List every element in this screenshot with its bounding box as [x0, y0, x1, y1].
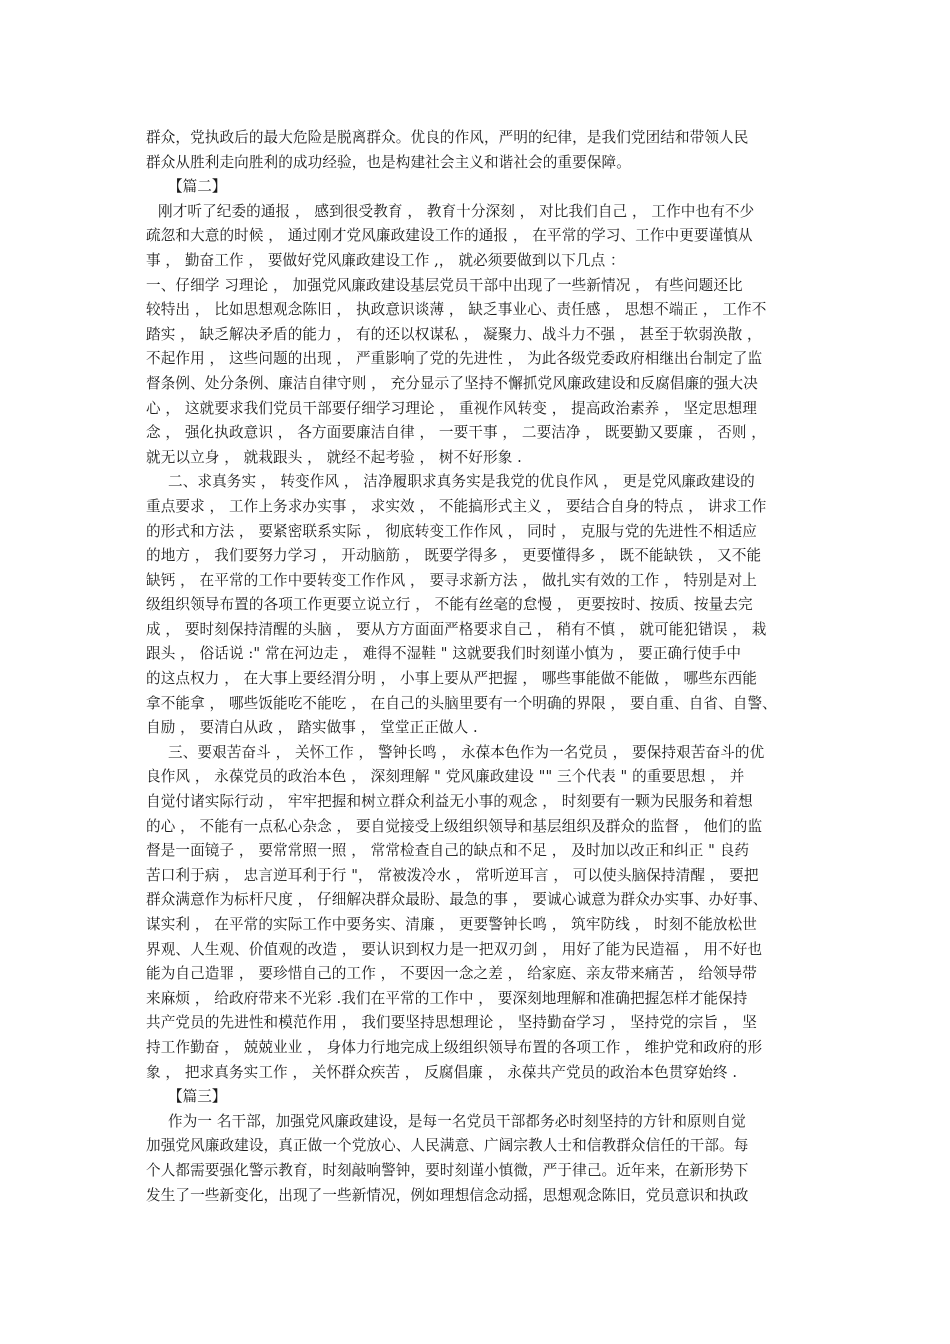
text-line: 一、仔细学 习理论 ， 加强党风廉政建设基层党员干部中出现了一些新情况 ， 有些问题还比 — [146, 276, 743, 294]
section-heading: 【篇二】 — [168, 178, 227, 196]
text-line: 发生了一些新变化，出现了一些新情况，例如理想信念动摇，思想观念陈旧，党员意识和执政 — [146, 1186, 749, 1204]
text-line: 重点要求 ， 工作上务求办实事 ， 求实效 ， 不能搞形式主义 ， 要结合自身的特点 ， 讲求工作 — [146, 497, 767, 515]
text-line: 缺钙 ， 在平常的工作中要转变工作作风 ， 要寻求新方法 ， 做扎实有效的工作 ， 特别是对上 — [146, 571, 757, 589]
text-line: 群众满意作为标杆尺度 ， 仔细解决群众最盼、最急的事 ， 要诚心诚意为群众办实事、办好事、 — [146, 891, 768, 909]
text-line: 象 ， 把求真务实工作 ， 关怀群众疾苦 ， 反腐倡廉 ， 永葆共产党员的政治本色贯穿始终 . — [146, 1063, 738, 1081]
text-line: 自觉付诸实际行动 ， 牢牢把握和树立群众利益无小事的观念 ， 时刻要有一颗为民服务和着想 — [146, 793, 753, 811]
document-page — [146, 126, 826, 1208]
text-line: 来麻烦 ， 给政府带来不光彩 .我们在平常的工作中 ， 要深刻地理解和准确把握怎样才能保持 — [146, 989, 748, 1007]
text-line: 谋实利 ， 在平常的实际工作中要务实、清廉 ， 更要警钟长鸣 ， 筑牢防线 ， 时刻不能放松世 — [146, 916, 757, 933]
text-line: 刚才听了纪委的通报 ， 感到很受教育 ， 教育十分深刻 ， 对比我们自己 ， 工作中也有不少 — [158, 202, 755, 220]
text-line: 二、求真务实 ， 转变作风 ， 洁净履职求真务实是我党的优良作风 ， 更是党风廉政建设的 — [168, 473, 755, 491]
text-line: 的这点权力 ， 在大事上要经渭分明 ， 小事上要从严把握 ， 哪些事能做不能做 ， 哪些东西能 — [146, 670, 757, 688]
text-line: 的地方 ， 我们要努力学习 ， 开动脑筋 ， 既要学得多 ， 更要懂得多 ， 既不能缺铁 ， 又不能 — [146, 547, 762, 565]
text-line: 三、要艰苦奋斗 ， 关怀工作 ， 警钟长鸣 ， 永葆本色作为一名党员 ， 要保持艰苦奋斗的优 — [168, 743, 765, 761]
text-line: 作为一 名干部，加强党风廉政建设，是每一名党员干部都务必时刻坚持的方针和原则自觉 — [168, 1112, 746, 1130]
text-line: 群众，党执政后的最大危险是脱离群众。优良的作风，严明的纪律，是我们党团结和带领人民 — [146, 129, 749, 146]
text-line: 成 ， 要时刻保持清醒的头脑 ， 要从方方面面严格要求自己 ， 稍有不慎 ， 就可能犯错误 ， 栽 — [146, 620, 767, 638]
text-line: 跟头 ， 俗话说 :" 常在河边走 ， 难得不湿鞋 " 这就要我们时刻谨小慎为 ， 要正确行使手中 — [146, 645, 742, 663]
text-line: 持工作勤奋 ， 兢兢业业 ， 身体力行地完成上级组织领导布置的各项工作 ， 维护党和政府的形 — [146, 1038, 763, 1056]
section-heading: 【篇三】 — [168, 1088, 227, 1106]
text-line: 较特出 ， 比如思想观念陈旧 ， 执政意识谈薄 ， 缺乏事业心、责任感 ， 思想不端正 ， 工作不 — [146, 301, 767, 319]
text-line: 的心 ， 不能有一点私心杂念 ， 要自觉接受上级组织领导和基层组织及群众的监督 ， 他们的监 — [146, 817, 763, 835]
text-line: 疏忽和大意的时候 ， 通过刚才党风廉政建设工作的通报 ， 在平常的学习、工作中更要谨慎从 — [146, 227, 753, 245]
text-line: 拿不能拿 ， 哪些饭能吃不能吃 ， 在自己的头脑里要有一个明确的界限 ， 要自重、自省、自警、 — [146, 694, 777, 712]
text-line: 自励 ， 要清白从政 ， 踏实做事 ， 堂堂正正做人 . — [146, 719, 478, 737]
text-line: 就无以立身 ， 就栽跟头 ， 就经不起考验 ， 树不好形象 . — [146, 448, 522, 466]
text-line: 界观、人生观、价值观的改造 ， 要认识到权力是一把双刃剑 ， 用好了能为民造福 ， 用不好也 — [146, 940, 763, 958]
text-line: 苦口利于病 ， 忠言逆耳利于行 "， 常被泼冷水 ， 常听逆耳言 ， 可以使头脑保持清醒 ， 要把 — [146, 866, 759, 884]
text-line: 能为自己造罪 ， 要珍惜自己的工作 ， 不要因一念之差 ， 给家庭、亲友带来痛苦 ， 给领导带 — [146, 965, 757, 983]
text-line: 心 ， 这就要求我们党员干部要仔细学习理论 ， 重视作风转变 ， 提高政治素养 ， 坚定思想理 — [146, 399, 757, 417]
text-line: 群众从胜利走向胜利的成功经验，也是构建社会主义和谐社会的重要保障。 — [146, 153, 631, 171]
text-line: 级组织领导布置的各项工作更要立说立行 ， 不能有丝毫的怠慢 ， 更要按时、按质、按量去完 — [146, 596, 753, 614]
text-line: 不起作用 ， 这些问题的出现 ， 严重影响了党的先进性 ， 为此各级党委政府相继出台制定了监 — [146, 350, 763, 368]
text-line: 踏实 ， 缺乏解决矛盾的能力 ， 有的还以权谋私 ， 凝聚力、战斗力不强 ， 甚至于软弱涣散 ， — [146, 325, 762, 343]
text-line: 督是一面镜子 ， 要常常照一照 ， 常常检查自己的缺点和不足 ， 及时加以改正和纠正 " 良药 — [146, 842, 750, 860]
text-line: 念 ， 强化执政意识 ， 各方面要廉洁自律 ， 一要干事 ， 二要洁净 ， 既要勤又要廉 ， 否则 ， — [146, 424, 766, 442]
text-line: 事 ， 勤奋工作 ， 要做好党风廉政建设工作 ,， 就必须要做到以下几点 ： — [146, 251, 625, 269]
text-line: 督条例、处分条例、廉洁自律守则 ， 充分显示了坚持不懈抓党风廉政建设和反腐倡廉的强大决 — [146, 374, 758, 392]
text-line: 加强党风廉政建设，真正做一个党放心、人民满意、广阔宗教人士和信教群众信任的干部。每 — [146, 1137, 749, 1155]
text-line: 共产党员的先进性和模范作用 ， 我们要坚持思想理论 ， 坚持勤奋学习 ， 坚持党的宗旨 ， 坚 — [146, 1014, 757, 1032]
text-line: 个人都需要强化警示教育，时刻敲响警钟，要时刻谨小慎微，严于律己。近年来，在新形势下 — [146, 1161, 749, 1179]
text-line: 的形式和方法 ， 要紧密联系实际 ， 彻底转变工作作风 ， 同时 ， 克服与党的先进性不相适应 — [146, 522, 757, 540]
text-line: 良作风 ， 永葆党员的政治本色 ， 深刻理解 " 党风廉政建设 "" 三个代表 " 的重要思想 ， 并 — [146, 768, 745, 786]
